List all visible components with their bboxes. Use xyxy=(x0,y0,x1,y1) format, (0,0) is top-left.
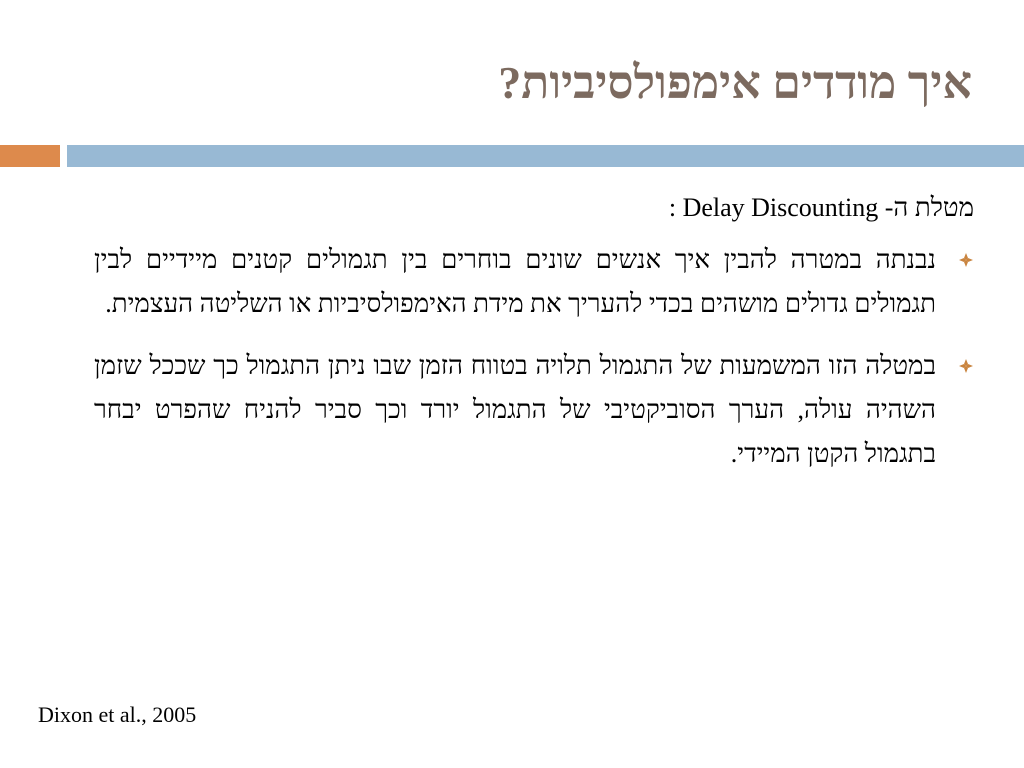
bullet-text: במטלה הזו המשמעות של התגמול תלויה בטווח הזמן שבו ניתן התגמול כך שככל שזמן השהיה עולה, הערך הסוביקטיבי של התגמול יורד וכך סביר להניח שהפרט יבחר בתגמול הקטן המיידי. xyxy=(94,351,936,468)
bullet-item xyxy=(94,344,974,476)
slide-content xyxy=(94,188,974,494)
slide-title: איך מודדים אימפולסיביות? xyxy=(498,57,972,108)
accent-bar-blue xyxy=(67,145,1024,167)
bullet-item xyxy=(94,238,974,326)
bullet-text: נבנתה במטרה להבין איך אנשים שונים בוחרים בין תגמולים קטנים מיידיים לבין תגמולים גדולים מושהים בכדי להעריך את מידת האימפולסיביות או השליטה העצמית. xyxy=(94,245,936,318)
diamond-bullet-icon xyxy=(958,252,974,268)
diamond-bullet-icon xyxy=(958,358,974,374)
intro-line: מטלת ה- Delay Discounting : xyxy=(668,193,974,222)
accent-bar-orange xyxy=(0,145,60,167)
citation: Dixon et al., 2005 xyxy=(38,702,197,727)
